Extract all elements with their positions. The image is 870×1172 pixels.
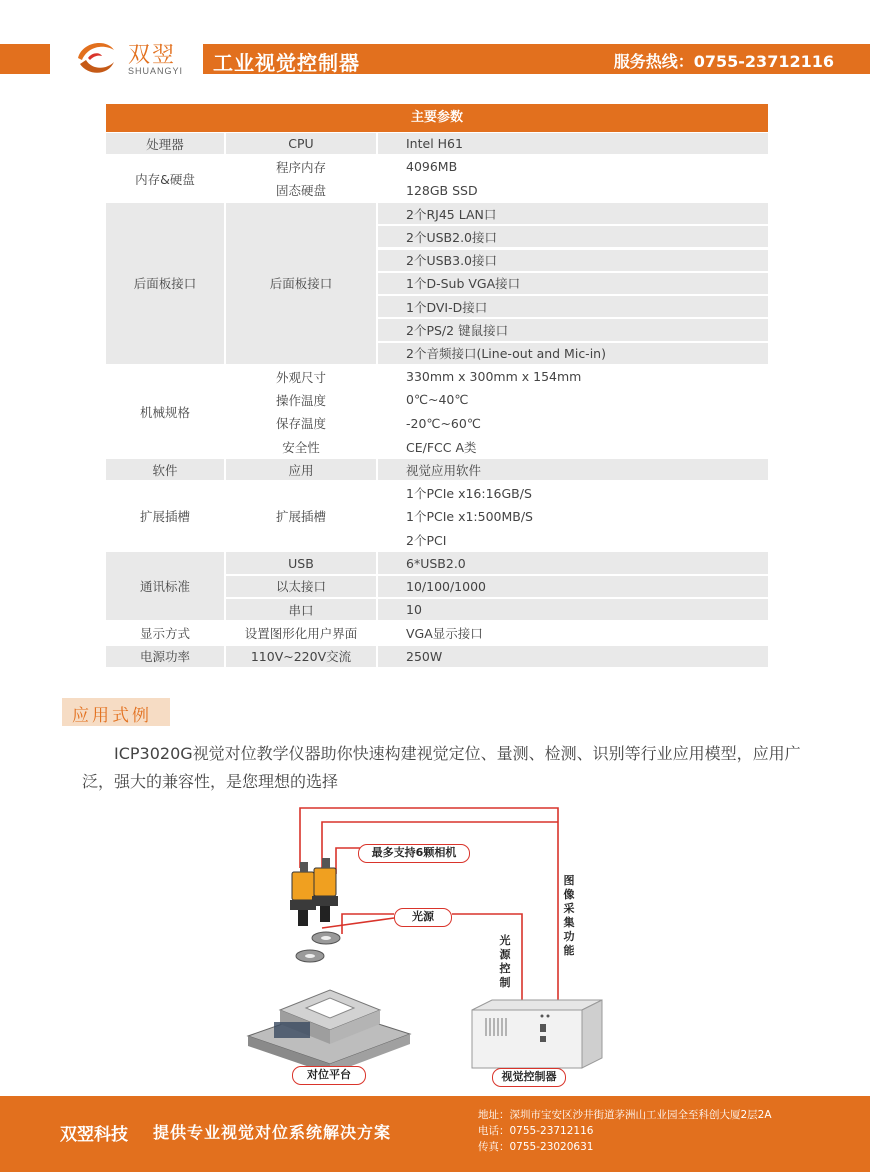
- spec-value: 1个PCIe x1:500MB/S: [406, 509, 533, 525]
- spec-category: 软件: [152, 462, 178, 478]
- spec-item: 串口: [288, 602, 314, 618]
- spec-value: 2个USB3.0接口: [406, 253, 497, 269]
- footer: [0, 1096, 870, 1172]
- spec-value: 视觉应用软件: [406, 462, 482, 478]
- spec-item: 外观尺寸: [275, 369, 326, 385]
- camera-support-label: 最多支持6颗相机: [358, 844, 470, 863]
- brand-name-cn: 双翌: [128, 43, 177, 68]
- brand-logo: [72, 36, 182, 82]
- spec-value: 4096MB: [406, 159, 458, 175]
- alignment-platform-icon: [248, 990, 410, 1074]
- spec-item: 程序内存: [275, 159, 326, 175]
- spec-category: 后面板接口: [133, 276, 197, 292]
- light-source-label: 光源: [394, 908, 452, 927]
- spec-value: 6*USB2.0: [406, 555, 466, 571]
- spec-value: CE/FCC A类: [406, 439, 477, 455]
- spec-value: -20℃~60℃: [406, 415, 481, 431]
- spec-category: 显示方式: [139, 625, 190, 641]
- vision-controller-label: 视觉控制器: [492, 1068, 566, 1087]
- wire-lines: [300, 808, 558, 1000]
- spec-value: 128GB SSD: [406, 182, 478, 198]
- spec-item: 以太接口: [275, 579, 326, 595]
- spec-table-heading: 主要参数: [106, 104, 768, 132]
- spec-value: 0℃~40℃: [406, 392, 469, 408]
- section-tag: [62, 698, 170, 726]
- spec-item: 操作温度: [275, 392, 326, 408]
- spec-value: 2个音频接口(Line-out and Mic-in): [406, 346, 606, 362]
- service-hotline: 服务热线：0755-23712116: [613, 52, 834, 71]
- page-title: 工业视觉控制器: [213, 51, 360, 75]
- spec-item: USB: [288, 555, 314, 571]
- spec-value: 10: [406, 602, 422, 618]
- logo-mark-icon: [72, 36, 118, 82]
- spec-category: 处理器: [146, 136, 184, 152]
- spec-value: 1个PCIe x16:16GB/S: [406, 486, 532, 502]
- footer-slogan: 提供专业视觉对位系统解决方案: [153, 1123, 392, 1142]
- spec-value: 2个PCI: [406, 532, 447, 548]
- footer-address: 地址：深圳市宝安区沙井街道茅洲山工业园全至科创大厦2层2A: [478, 1109, 772, 1121]
- spec-value: 250W: [406, 648, 443, 664]
- vision-controller-icon: [472, 1000, 602, 1068]
- section-paragraph: ICP3020G视觉对位教学仪器助你快速构建视觉定位、量测、检测、识别等行业应用模型，应用广泛，强大的兼容性，是您理想的选择: [82, 744, 801, 791]
- spec-category: 机械规格: [139, 404, 190, 420]
- image-capture-label: 图像采集功能: [563, 874, 575, 957]
- wire-camera1-outer: [300, 808, 558, 1000]
- system-diagram: [230, 796, 630, 1092]
- section-title: 应用式例: [72, 706, 152, 726]
- spec-category: 扩展插槽: [139, 509, 190, 525]
- spec-value: Intel H61: [406, 136, 463, 152]
- light-rings-icon: [296, 932, 340, 962]
- spec-item: 固态硬盘: [275, 183, 326, 199]
- spec-category: 内存&硬盘: [135, 171, 195, 187]
- alignment-platform-label: 对位平台: [292, 1066, 366, 1085]
- spec-item: 应用: [288, 462, 314, 478]
- header-left-accent: [0, 44, 50, 74]
- spec-item: CPU: [288, 136, 314, 152]
- brand-name-en: SHUANGYI: [128, 66, 184, 76]
- spec-value: 2个PS/2 键鼠接口: [406, 323, 509, 339]
- spec-value: 1个D-Sub VGA接口: [406, 276, 521, 292]
- wire-camera-label: [336, 848, 360, 874]
- light-control-label: 光源控制: [499, 934, 511, 989]
- spec-item: 设置图形化用户界面: [244, 625, 358, 641]
- cameras-icon: [290, 858, 338, 926]
- footer-phone: 电话：0755-23712116: [478, 1125, 594, 1137]
- spec-value: 2个RJ45 LAN口: [406, 206, 497, 222]
- spec-value: 2个USB2.0接口: [406, 229, 497, 245]
- header-bar: [203, 44, 870, 74]
- spec-item: 保存温度: [275, 416, 326, 432]
- footer-fax: 传真：0755-23020631: [478, 1141, 594, 1153]
- spec-category: 电源功率: [139, 649, 190, 665]
- wire-light-right: [322, 918, 394, 928]
- spec-value: VGA显示接口: [406, 625, 483, 641]
- spec-table: [106, 104, 768, 665]
- spec-value: 330mm x 300mm x 154mm: [406, 369, 582, 385]
- spec-item: 后面板接口: [269, 276, 333, 292]
- spec-value: 1个DVI-D接口: [406, 299, 488, 315]
- spec-item: 110V~220V交流: [250, 649, 352, 665]
- spec-item: 安全性: [282, 439, 320, 455]
- spec-value: 10/100/1000: [406, 578, 486, 594]
- footer-company: 双翌科技: [60, 1125, 128, 1145]
- spec-item: 扩展插槽: [275, 509, 326, 525]
- spec-category: 通讯标准: [139, 579, 190, 595]
